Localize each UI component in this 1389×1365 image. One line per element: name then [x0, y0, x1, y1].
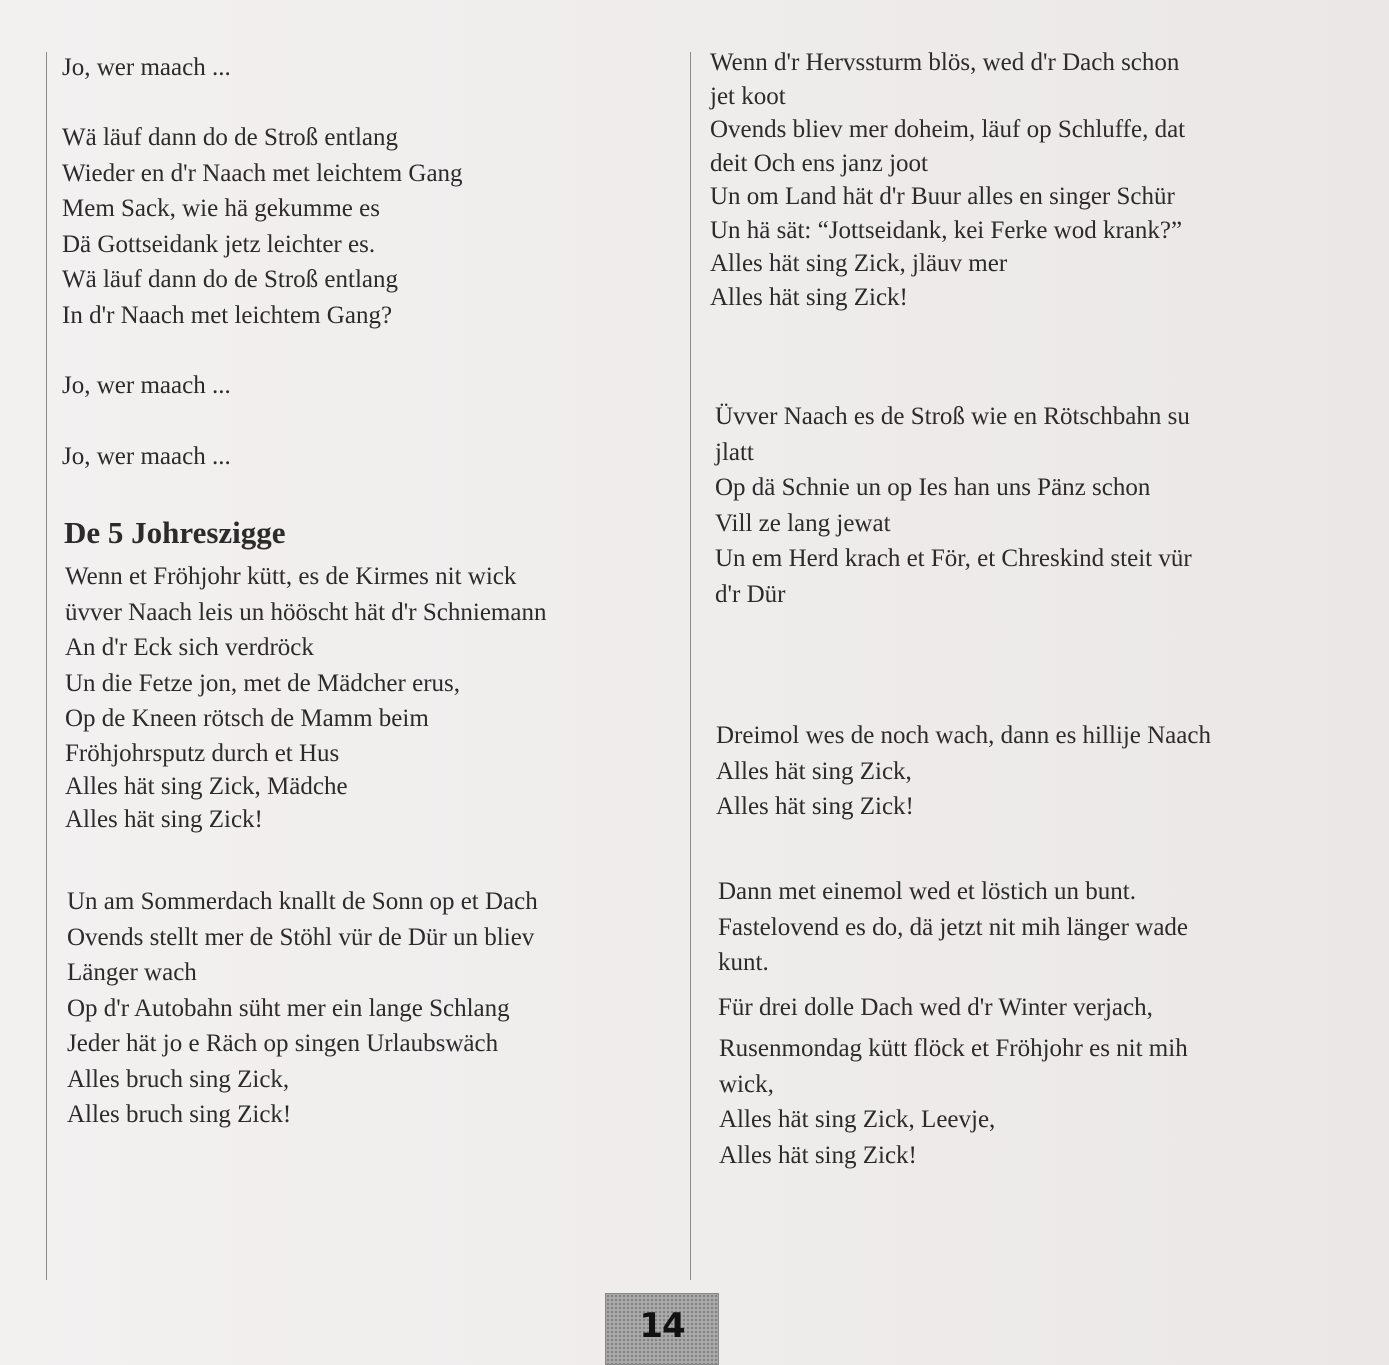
- lyric-line: Alles bruch sing Zick,: [67, 1065, 290, 1093]
- stanza: [67, 884, 538, 1133]
- lyric-line: Ovends bliev mer doheim, läuf op Schluffe, dat: [710, 116, 1186, 143]
- lyric-line: Wä läuf dann do de Stroß entlang: [62, 124, 399, 151]
- stanza: [718, 874, 1188, 981]
- lyric-line: Für drei dolle Dach wed d'r Winter verjach,: [718, 994, 1153, 1021]
- lyric-line: d'r Dür: [715, 580, 786, 608]
- lyric-line: jet koot: [710, 83, 786, 110]
- lyric-line: Un am Sommerdach knallt de Sonn op et Dach: [67, 888, 538, 915]
- lyric-line: Wieder en d'r Naach met leichtem Gang: [62, 159, 463, 187]
- stanza: [62, 368, 231, 404]
- lyric-line: kunt.: [718, 949, 769, 976]
- lyric-line: An d'r Eck sich verdröck: [65, 634, 314, 661]
- lyric-line: Jo, wer maach ...: [62, 372, 231, 399]
- lyric-line: jlatt: [715, 438, 754, 466]
- stanza: [65, 559, 546, 836]
- lyric-line: Un die Fetze jon, met de Mädcher erus,: [65, 669, 461, 697]
- lyric-line: Alles hät sing Zick,: [716, 757, 912, 785]
- lyric-line: Un hä sät: “Jottseidank, kei Ferke wod krank?”: [710, 217, 1183, 244]
- lyric-line: Jeder hät jo e Räch op singen Urlaubswäch: [67, 1030, 499, 1057]
- lyric-line: In d'r Naach met leichtem Gang?: [62, 301, 393, 329]
- lyric-line: deit Och ens janz joot: [710, 150, 928, 177]
- lyric-line: Dä Gottseidank jetz leichter es.: [62, 230, 376, 258]
- stanza: [715, 399, 1192, 612]
- stanza: [62, 439, 231, 475]
- lyric-line: wick,: [719, 1070, 774, 1098]
- lyric-line: Jo, wer maach ...: [62, 54, 231, 81]
- lyric-line: Alles hät sing Zick, Leevje,: [719, 1106, 996, 1133]
- lyric-line: Op d'r Autobahn süht mer ein lange Schlang: [67, 994, 510, 1022]
- lyric-line: Un em Herd krach et För, et Chreskind steit vür: [715, 545, 1192, 572]
- lyric-line: Wä läuf dann do de Stroß entlang: [62, 266, 399, 293]
- lyric-line: Ovends stellt mer de Stöhl vür de Dür un bliev: [67, 923, 535, 951]
- stanza: [62, 120, 463, 333]
- lyric-line: Fastelovend es do, dä jetzt nit mih länger wade: [718, 913, 1189, 941]
- lyric-line: Dann met einemol wed et löstich un bunt.: [718, 878, 1136, 905]
- stanza: [718, 990, 1153, 1026]
- song-title: De 5 Johreszigge: [64, 515, 286, 550]
- lyric-line: Alles hät sing Zick, jläuv mer: [710, 250, 1008, 277]
- lyric-line: Rusenmondag kütt flöck et Fröhjohr es nit mih: [719, 1035, 1188, 1062]
- stanza: [719, 1031, 1188, 1173]
- page-number: 14: [639, 1306, 685, 1346]
- column-divider-rule: [690, 52, 691, 1280]
- lyric-line: üvver Naach leis un hööscht hät d'r Schniemann: [65, 598, 547, 626]
- lyric-line: Wenn d'r Hervssturm blös, wed d'r Dach schon: [710, 49, 1180, 76]
- lyric-line: Un om Land hät d'r Buur alles en singer Schür: [710, 183, 1175, 210]
- lyric-line: Alles hät sing Zick, Mädche: [65, 772, 348, 800]
- lyric-line: Wenn et Fröhjohr kütt, es de Kirmes nit wick: [65, 563, 517, 590]
- lyric-line: Dreimol wes de noch wach, dann es hillije Naach: [716, 722, 1211, 749]
- lyric-line: Üvver Naach es de Stroß wie en Rötschbahn su: [715, 403, 1190, 430]
- lyric-line: Op de Kneen rötsch de Mamm beim: [65, 705, 429, 732]
- left-margin-rule: [46, 52, 47, 1280]
- lyric-line: Vill ze lang jewat: [715, 509, 891, 537]
- stanza: [710, 46, 1185, 314]
- lyric-line: Alles hät sing Zick!: [716, 793, 914, 820]
- lyric-line: Länger wach: [67, 959, 197, 986]
- stanza: [62, 50, 231, 86]
- lyric-line: Alles hät sing Zick!: [65, 805, 263, 833]
- page-number-box: [605, 1293, 719, 1365]
- lyric-line: Alles hät sing Zick!: [719, 1141, 917, 1169]
- lyric-line: Jo, wer maach ...: [62, 443, 231, 470]
- lyric-line: Alles bruch sing Zick!: [67, 1101, 292, 1128]
- lyric-line: Alles hät sing Zick!: [710, 284, 908, 311]
- lyric-line: Op dä Schnie un op Ies han uns Pänz schon: [715, 474, 1151, 501]
- stanza: [716, 718, 1211, 825]
- lyric-line: Fröhjohrsputz durch et Hus: [65, 739, 340, 767]
- lyric-line: Mem Sack, wie hä gekumme es: [62, 195, 380, 222]
